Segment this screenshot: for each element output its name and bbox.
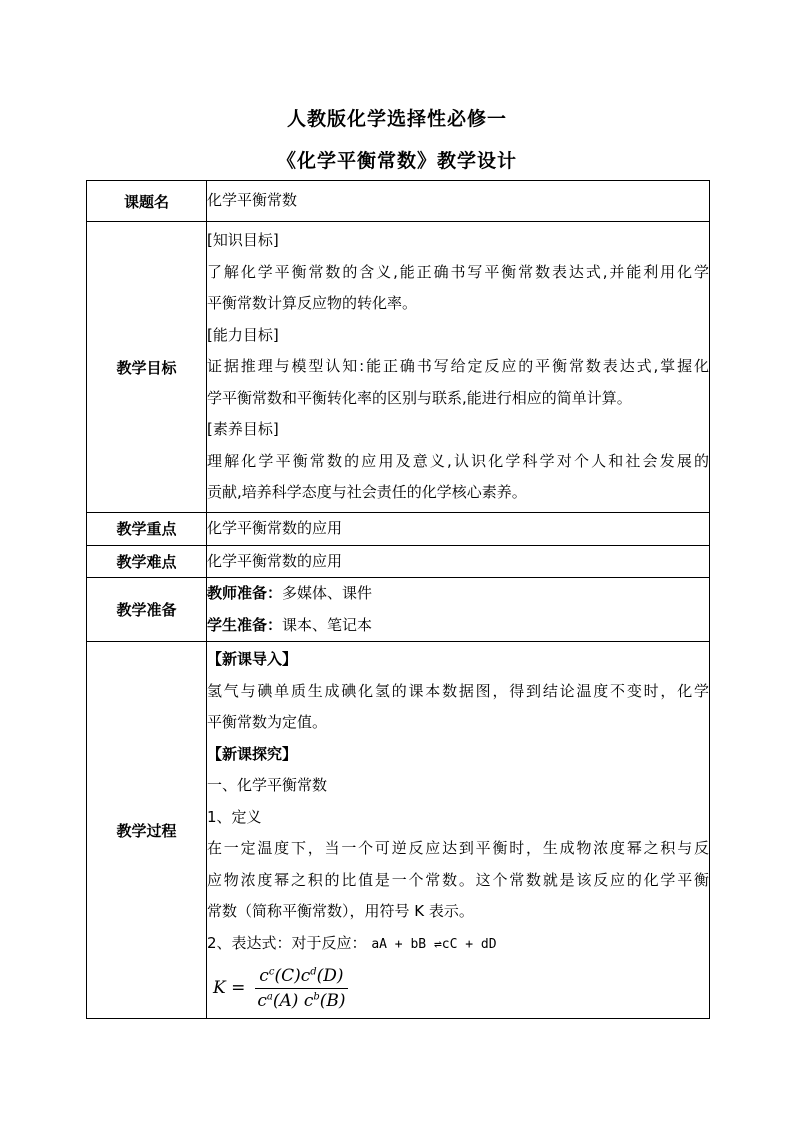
ability-line-1: 证据推理与模型认知:能正确书写给定反应的平衡常数表达式,掌握化 — [207, 357, 709, 376]
formula-fraction — [253, 966, 349, 1011]
row-key-point — [87, 513, 710, 546]
definition-line-3: 常数（简称平衡常数），用符号 K 表示。 — [207, 902, 474, 920]
expression-line — [207, 928, 709, 961]
student-prep-label: 学生准备： — [207, 615, 283, 634]
label-difficulty: 教学难点 — [87, 545, 207, 578]
den-species-1: (A) — [272, 990, 299, 1011]
knowledge-line-1: 了解化学平衡常数的含义,能正确书写平衡常数表达式,并能利用化学 — [207, 262, 709, 281]
expression-label: 2、表达式：对于反应： — [207, 933, 367, 952]
label-preparation: 教学准备 — [87, 578, 207, 642]
key-point-text: 化学平衡常数的应用 — [207, 519, 343, 537]
value-preparation — [207, 578, 710, 642]
knowledge-heading: [知识目标] — [207, 231, 279, 250]
equilibrium-constant-formula — [207, 960, 709, 1016]
document-title: 人教版化学选择性必修一 — [286, 108, 507, 130]
num-c-2: c — [300, 965, 311, 986]
den-exp-1: a — [266, 990, 273, 1002]
value-key-point — [207, 513, 710, 546]
num-species-1: (C) — [274, 965, 301, 986]
den-exp-2: b — [313, 990, 320, 1002]
value-process — [207, 642, 710, 1019]
section-heading: 一、化学平衡常数 — [207, 776, 328, 794]
definition-line-2: 应物浓度幂之积的比值是一个常数。这个常数就是该反应的化学平衡 — [207, 870, 709, 889]
intro-line-1: 氢气与碘单质生成碘化氢的课本数据图，得到结论温度不变时，化学 — [207, 681, 709, 700]
ability-line-2: 学平衡常数和平衡转化率的区别与联系,能进行相应的简单计算。 — [207, 388, 632, 407]
label-process: 教学过程 — [87, 642, 207, 1019]
den-c-1: c — [257, 990, 267, 1011]
row-objectives — [87, 222, 710, 513]
knowledge-line-2: 平衡常数计算反应物的转化率。 — [207, 294, 418, 313]
row-preparation — [87, 578, 710, 642]
teacher-prep-label: 教师准备： — [207, 584, 283, 602]
row-difficulty — [87, 545, 710, 578]
difficulty-text: 化学平衡常数的应用 — [207, 551, 343, 570]
teacher-prep-value: 多媒体、课件 — [282, 584, 373, 602]
student-prep-value: 课本、笔记本 — [282, 615, 373, 634]
row-topic — [87, 181, 710, 222]
student-preparation — [207, 610, 709, 642]
intro-heading: 【新课导入】 — [207, 650, 298, 668]
document-subtitle: 《化学平衡常数》教学设计 — [276, 150, 517, 172]
den-species-2: (B) — [319, 990, 346, 1011]
literacy-heading: [素养目标] — [207, 420, 279, 439]
formula-lhs: K = — [213, 978, 246, 998]
value-difficulty — [207, 545, 710, 578]
literacy-line-2: 贡献,培养科学态度与社会责任的化学核心素养。 — [207, 483, 527, 502]
formula-numerator — [255, 966, 347, 989]
num-exp-1: c — [268, 965, 275, 977]
definition-line-1: 在一定温度下，当一个可逆反应达到平衡时，生成物浓度幂之积与反 — [207, 839, 709, 857]
value-objectives — [207, 222, 710, 513]
label-key-point: 教学重点 — [87, 513, 207, 546]
label-objectives: 教学目标 — [87, 222, 207, 513]
label-topic: 课题名 — [87, 181, 207, 222]
num-exp-2: d — [310, 965, 317, 977]
value-topic — [207, 181, 710, 222]
intro-line-2: 平衡常数为定值。 — [207, 713, 328, 731]
definition-heading: 1、定义 — [207, 807, 262, 826]
topic-text: 化学平衡常数 — [207, 191, 298, 210]
teacher-preparation — [207, 578, 709, 610]
num-c-1: c — [259, 965, 269, 986]
lesson-plan-table — [86, 180, 710, 1019]
den-c-2: c — [303, 990, 314, 1011]
literacy-line-1: 理解化学平衡常数的应用及意义,认识化学科学对个人和社会发展的 — [207, 451, 709, 470]
ability-heading: [能力目标] — [207, 325, 279, 344]
explore-heading: 【新课探究】 — [207, 744, 298, 763]
formula-denominator — [253, 989, 349, 1011]
row-process — [87, 642, 710, 1019]
reaction-equation: aA + bB ⇌cC + dD — [371, 936, 497, 952]
num-species-2: (D) — [316, 965, 344, 986]
